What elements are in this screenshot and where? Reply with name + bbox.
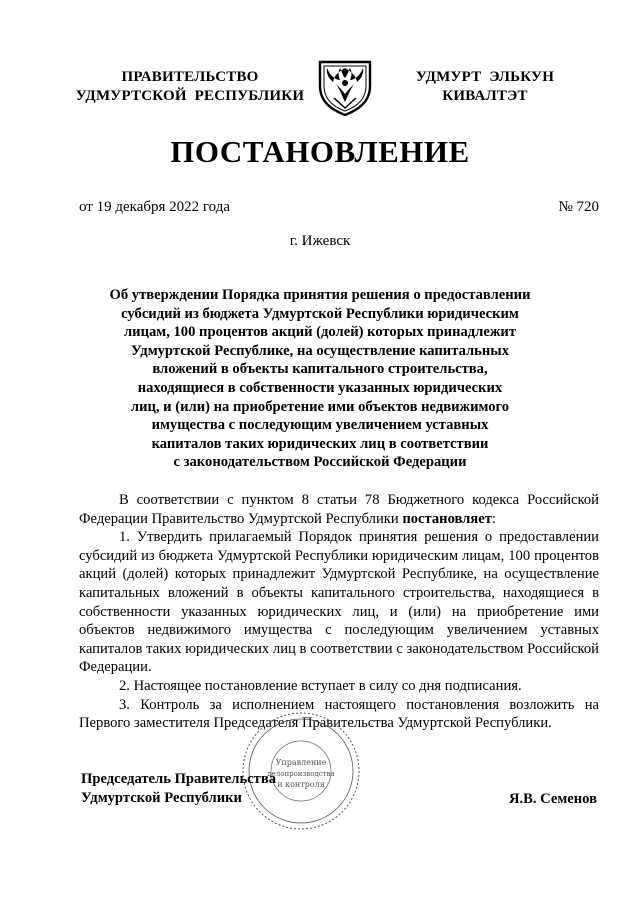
signatory-position-line-2: Удмуртской Республики bbox=[81, 790, 242, 806]
stamp-line: Управление bbox=[275, 758, 327, 767]
stamp-line: и контроля bbox=[277, 780, 325, 789]
signatory-name: Я.В. Семенов bbox=[508, 791, 597, 807]
subject-line: находящиеся в собственности указанных юридических bbox=[137, 379, 503, 396]
document-number: № 720 bbox=[558, 199, 599, 215]
document-date: от 19 декабря 2022 года bbox=[79, 199, 231, 215]
issuer-line-2: УДМУРТСКОЙ РЕСПУБЛИКИ bbox=[75, 88, 305, 104]
document-body bbox=[79, 491, 599, 733]
signatory-position bbox=[81, 770, 276, 808]
subject-line: капиталов таких юридических лиц в соответствии bbox=[151, 435, 489, 452]
issuer-line-1: ПРАВИТЕЛЬСТВО bbox=[121, 69, 259, 85]
issuer-udm-line-1: УДМУРТ ЭЛЬКУН bbox=[415, 69, 555, 85]
resolves-keyword: постановляет bbox=[402, 510, 492, 527]
clause-2: 2. Настоящее постановление вступает в силу со дня подписания. bbox=[119, 677, 522, 694]
preamble-paragraph bbox=[79, 491, 599, 528]
subject-line: имущества с последующим увеличением уставных bbox=[151, 417, 489, 434]
document-city: г. Ижевск bbox=[289, 233, 351, 249]
signatory-position-line-1: Председатель Правительства bbox=[81, 771, 277, 787]
clause-3: 3. Контроль за исполнением настоящего постановления возложить на Первого заместителя Председателя Правительства Удмуртской Республики. bbox=[79, 696, 599, 732]
preamble-colon: : bbox=[491, 510, 496, 527]
issuer-udm-line-2: КИВАЛТЭТ bbox=[442, 88, 528, 104]
subject-line: Об утверждении Порядка принятия решения о предоставлении bbox=[109, 287, 531, 303]
subject-line: с законодательством Российской Федерации bbox=[173, 454, 467, 471]
issuer-name-udmurt bbox=[385, 68, 585, 106]
stamp-line: делопроизводства bbox=[267, 770, 335, 778]
subject-line: лицам, 100 процентов акций (долей) которых принадлежит bbox=[123, 324, 517, 341]
subject-line: субсидий из бюджета Удмуртской Республики юридическим bbox=[121, 305, 519, 322]
udmurt-coat-of-arms-icon bbox=[316, 56, 374, 116]
preamble-text: В соответствии с пунктом 8 статьи 78 Бюджетного кодекса Российской Федерации Правительство Удмуртской Республики bbox=[79, 492, 599, 527]
document-subject bbox=[100, 286, 540, 472]
document-type-title: ПОСТАНОВЛЕНИЕ bbox=[170, 134, 470, 169]
issuer-name-russian bbox=[60, 68, 320, 106]
subject-line: Удмуртской Республике, на осуществление капитальных bbox=[131, 342, 509, 359]
clause-1: 1. Утвердить прилагаемый Порядок принятия решения о предоставлении субсидий из бюджета Удмуртской Республики юридическим лицам, 100 процентов акций (долей) которых принадлежит Удмуртской Республике, на осуществление капитальных вложений в объекты капитального строительства, находящиеся в собственности указанных юридических лиц, и (или) на приобретение ими объектов недвижимого имущества с последующим увеличением уставных капиталов таких юридических лиц в соответствии с законодательством Российской Федерации. bbox=[79, 529, 599, 676]
subject-line: лиц, и (или) на приобретение ими объектов недвижимого bbox=[130, 398, 510, 415]
subject-line: вложений в объекты капитального строительства, bbox=[152, 361, 488, 378]
